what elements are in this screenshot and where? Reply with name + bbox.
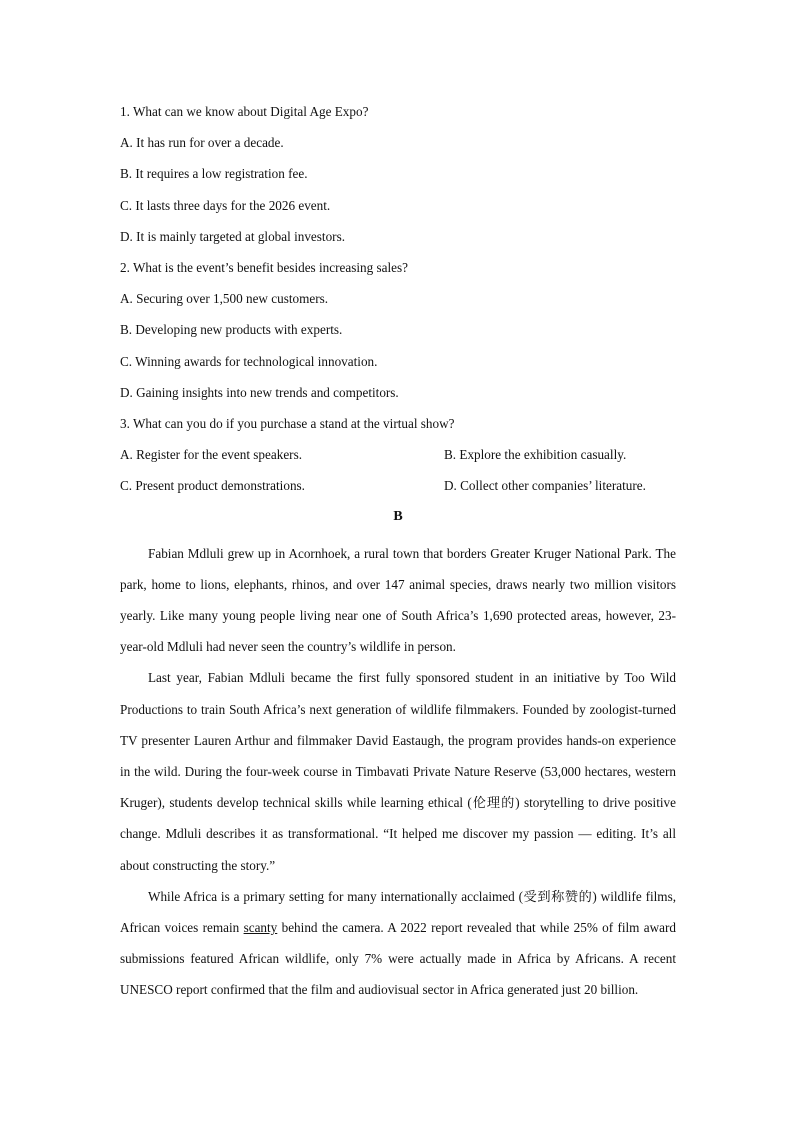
question-3-option-c: C. Present product demonstrations. <box>120 478 305 494</box>
paragraph-3-text-before: While Africa is a primary setting for many internationally acclaimed (受到称赞的) wildlife films, African voices remain <box>120 888 676 936</box>
question-3-options-row-1 <box>120 444 676 475</box>
question-3-option-b: B. Explore the exhibition casually. <box>444 447 627 463</box>
question-2-stem: 2. What is the event’s benefit besides increasing sales? <box>120 259 408 275</box>
question-1-option-c: C. It lasts three days for the 2026 event. <box>120 197 331 213</box>
question-3-stem: 3. What can you do if you purchase a stand at the virtual show? <box>120 415 455 431</box>
section-b-paragraph-1: Fabian Mdluli grew up in Acornhoek, a rural town that borders Greater Kruger National Park. The park, home to lions, elephants, rhinos, and over 147 animal species, draws nearly two million visitors yearly. Like many young people living near one of South Africa’s 1,690 protected areas, however, 23-year-old Mdluli had never seen the country’s wildlife in person. <box>120 545 676 655</box>
question-2-option-d: D. Gaining insights into new trends and competitors. <box>120 384 399 400</box>
question-3-option-d: D. Collect other companies’ literature. <box>444 478 646 494</box>
question-2-option-a: A. Securing over 1,500 new customers. <box>120 291 329 307</box>
section-b-paragraph-2: Last year, Fabian Mdluli became the first fully sponsored student in an initiative by Too Wild Productions to train South Africa’s next generation of wildlife filmmakers. Founded by zoologist-turned TV presenter Lauren Arthur and filmmaker David Eastaugh, the program provides hands-on experience in the wild. During the four-week course in Timbavati Private Nature Reserve (53,000 hectares, western Kruger), students develop technical skills while learning ethical (伦理的) storytelling to drive positive change. Mdluli describes it as transformational. “It helped me discover my passion — editing. It’s all about constructing the story.” <box>120 670 676 873</box>
question-2-option-c: C. Winning awards for technological innovation. <box>120 353 378 369</box>
question-2-option-b: B. Developing new products with experts. <box>120 322 343 338</box>
section-b-title: B <box>393 509 403 525</box>
question-3-option-a: A. Register for the event speakers. <box>120 447 302 463</box>
question-1-option-a: A. It has run for over a decade. <box>120 135 284 151</box>
question-1-option-b: B. It requires a low registration fee. <box>120 166 308 182</box>
document-page <box>120 101 676 1006</box>
underlined-word-scanty: scanty <box>243 920 278 936</box>
section-b-paragraph-3 <box>120 881 676 1006</box>
question-1-stem: 1. What can we know about Digital Age Expo? <box>120 104 369 119</box>
question-3-options-row-2 <box>120 475 676 506</box>
paragraph-3-text-after: behind the camera. A 2022 report revealed that while 25% of film award submissions featured African wildlife, only 7% were actually made in Africa by Africans. A recent UNESCO report confirmed that the film and audiovisual sector in Africa generated just 20 billion. <box>120 920 676 998</box>
question-1-option-d: D. It is mainly targeted at global investors. <box>120 228 345 244</box>
